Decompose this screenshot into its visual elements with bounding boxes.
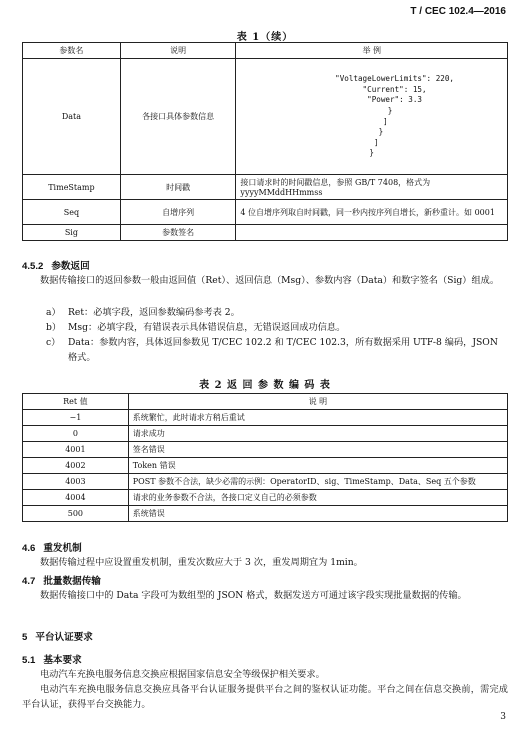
table1-row xyxy=(23,200,508,225)
section-heading-4-5-2 xyxy=(22,258,90,272)
list-item-label: a） xyxy=(46,307,61,318)
section-title: 批量数据传输 xyxy=(43,576,101,587)
section-5-1-paragraph: 电动汽车充换电服务信息交换应具备平台认证服务提供平台之间的鉴权认证功能。平台之间在信息交换前，需完成平台认证，获得平台交换能力。 xyxy=(22,684,508,710)
table1-row xyxy=(23,175,508,200)
table2-row xyxy=(23,426,508,442)
table2-row xyxy=(23,458,508,474)
param-desc: 时间戳 xyxy=(120,175,236,200)
list-item xyxy=(46,335,508,365)
table2-caption: 表 2 返 回 参 数 编 码 表 xyxy=(199,380,331,391)
table2-row xyxy=(23,474,508,490)
section-4-6-text: 数据传输过程中应设置重发机制，重发次数应大于 3 次，重发周期宜为 1min。 xyxy=(40,557,363,568)
table1-header-cell: 参数名 xyxy=(23,43,121,59)
table2-header-cell: 说 明 xyxy=(128,394,507,410)
table1-header-cell: 说明 xyxy=(120,43,236,59)
ret-desc: 系统繁忙，此时请求方稍后重试 xyxy=(128,410,507,426)
page-number: 3 xyxy=(500,712,506,722)
section-title: 基本要求 xyxy=(43,655,82,666)
ret-code: 4002 xyxy=(23,458,129,474)
table2-row xyxy=(23,506,508,522)
section-4-5-2-intro: 数据传输接口的返回参数一般由返回值（Ret）、返回信息（Msg）、参数内容（Data）和数字签名（Sig）组成。 xyxy=(40,275,500,286)
table1-row xyxy=(23,225,508,241)
section-heading-5 xyxy=(22,629,93,643)
ret-desc: 请求成功 xyxy=(128,426,507,442)
list-item-text: Msg：必填字段，有错误表示具体错误信息，无错误返回成功信息。 xyxy=(68,322,346,333)
list-item-text: Ret：必填字段，返回参数编码参考表 2。 xyxy=(68,307,240,318)
section-number: 4.7 xyxy=(22,576,36,587)
table1-header-row xyxy=(23,43,508,59)
list-item-label: c） xyxy=(46,337,61,348)
section-number: 5.1 xyxy=(22,655,36,666)
ret-code: 0 xyxy=(23,426,129,442)
list-item-text: Data：参数内容，具体返回参数见 T/CEC 102.2 和 T/CEC 102.3，所有数据采用 UTF-8 编码，JSON 格式。 xyxy=(68,337,498,363)
table2 xyxy=(22,393,508,522)
param-desc: 自增序列 xyxy=(120,200,236,225)
section-title: 重发机制 xyxy=(43,543,82,554)
section-heading-4-6 xyxy=(22,540,82,554)
table1-caption: 表 1（续） xyxy=(236,32,294,43)
ret-desc: 系统错误 xyxy=(128,506,507,522)
ret-code: 4003 xyxy=(23,474,129,490)
section-title: 参数返回 xyxy=(51,261,90,272)
param-name: Sig xyxy=(23,225,121,241)
table2-row xyxy=(23,410,508,426)
section-5-1-paragraph: 电动汽车充换电服务信息交换应根据国家信息安全等级保护相关要求。 xyxy=(40,669,325,680)
param-example: 接口请求时的时间戳信息，参照 GB/T 7408，格式为 yyyyMMddHHmmss xyxy=(236,175,508,200)
section-heading-5-1 xyxy=(22,652,82,666)
param-example-code: "VoltageLowerLimits": 220, "Current": 15, "Power": 3.3 } ] } ] } xyxy=(236,59,508,175)
ret-code: −1 xyxy=(23,410,129,426)
param-name: TimeStamp xyxy=(23,175,121,200)
table2-row xyxy=(23,442,508,458)
param-desc: 各接口具体参数信息 xyxy=(120,59,236,175)
list-item xyxy=(46,320,508,335)
table1-header-cell: 举 例 xyxy=(236,43,508,59)
param-example xyxy=(236,225,508,241)
ret-desc: 签名错误 xyxy=(128,442,507,458)
ret-desc: Token 错误 xyxy=(128,458,507,474)
section-number: 5 xyxy=(22,632,28,643)
section-4-7-text: 数据传输接口中的 Data 字段可为数组型的 JSON 格式，数据发送方可通过该字段实现批量数据的传输。 xyxy=(40,590,467,601)
section-heading-4-7 xyxy=(22,573,101,587)
table1 xyxy=(22,42,508,241)
section-number: 4.5.2 xyxy=(22,261,44,272)
param-example: 4 位自增序列取自时间戳，同一秒内按序列自增长，新秒重计。如 0001 xyxy=(236,200,508,225)
ret-code: 500 xyxy=(23,506,129,522)
section-number: 4.6 xyxy=(22,543,36,554)
param-name: Seq xyxy=(23,200,121,225)
table1-row xyxy=(23,59,508,175)
table2-header-row xyxy=(23,394,508,410)
ret-desc: POST 参数不合法，缺少必需的示例：OperatorID、sig、TimeStamp、Data、Seq 五个参数 xyxy=(128,474,507,490)
section-title: 平台认证要求 xyxy=(35,632,93,643)
list-item-label: b） xyxy=(46,322,62,333)
standard-header: T / CEC 102.4—2016 xyxy=(410,6,506,17)
param-name: Data xyxy=(23,59,121,175)
ret-code: 4001 xyxy=(23,442,129,458)
table2-header-cell: Ret 值 xyxy=(23,394,129,410)
ret-code: 4004 xyxy=(23,490,129,506)
list-item xyxy=(46,305,508,320)
table2-row xyxy=(23,490,508,506)
ret-desc: 请求的业务参数不合法，各接口定义自己的必须参数 xyxy=(128,490,507,506)
param-desc: 参数签名 xyxy=(120,225,236,241)
